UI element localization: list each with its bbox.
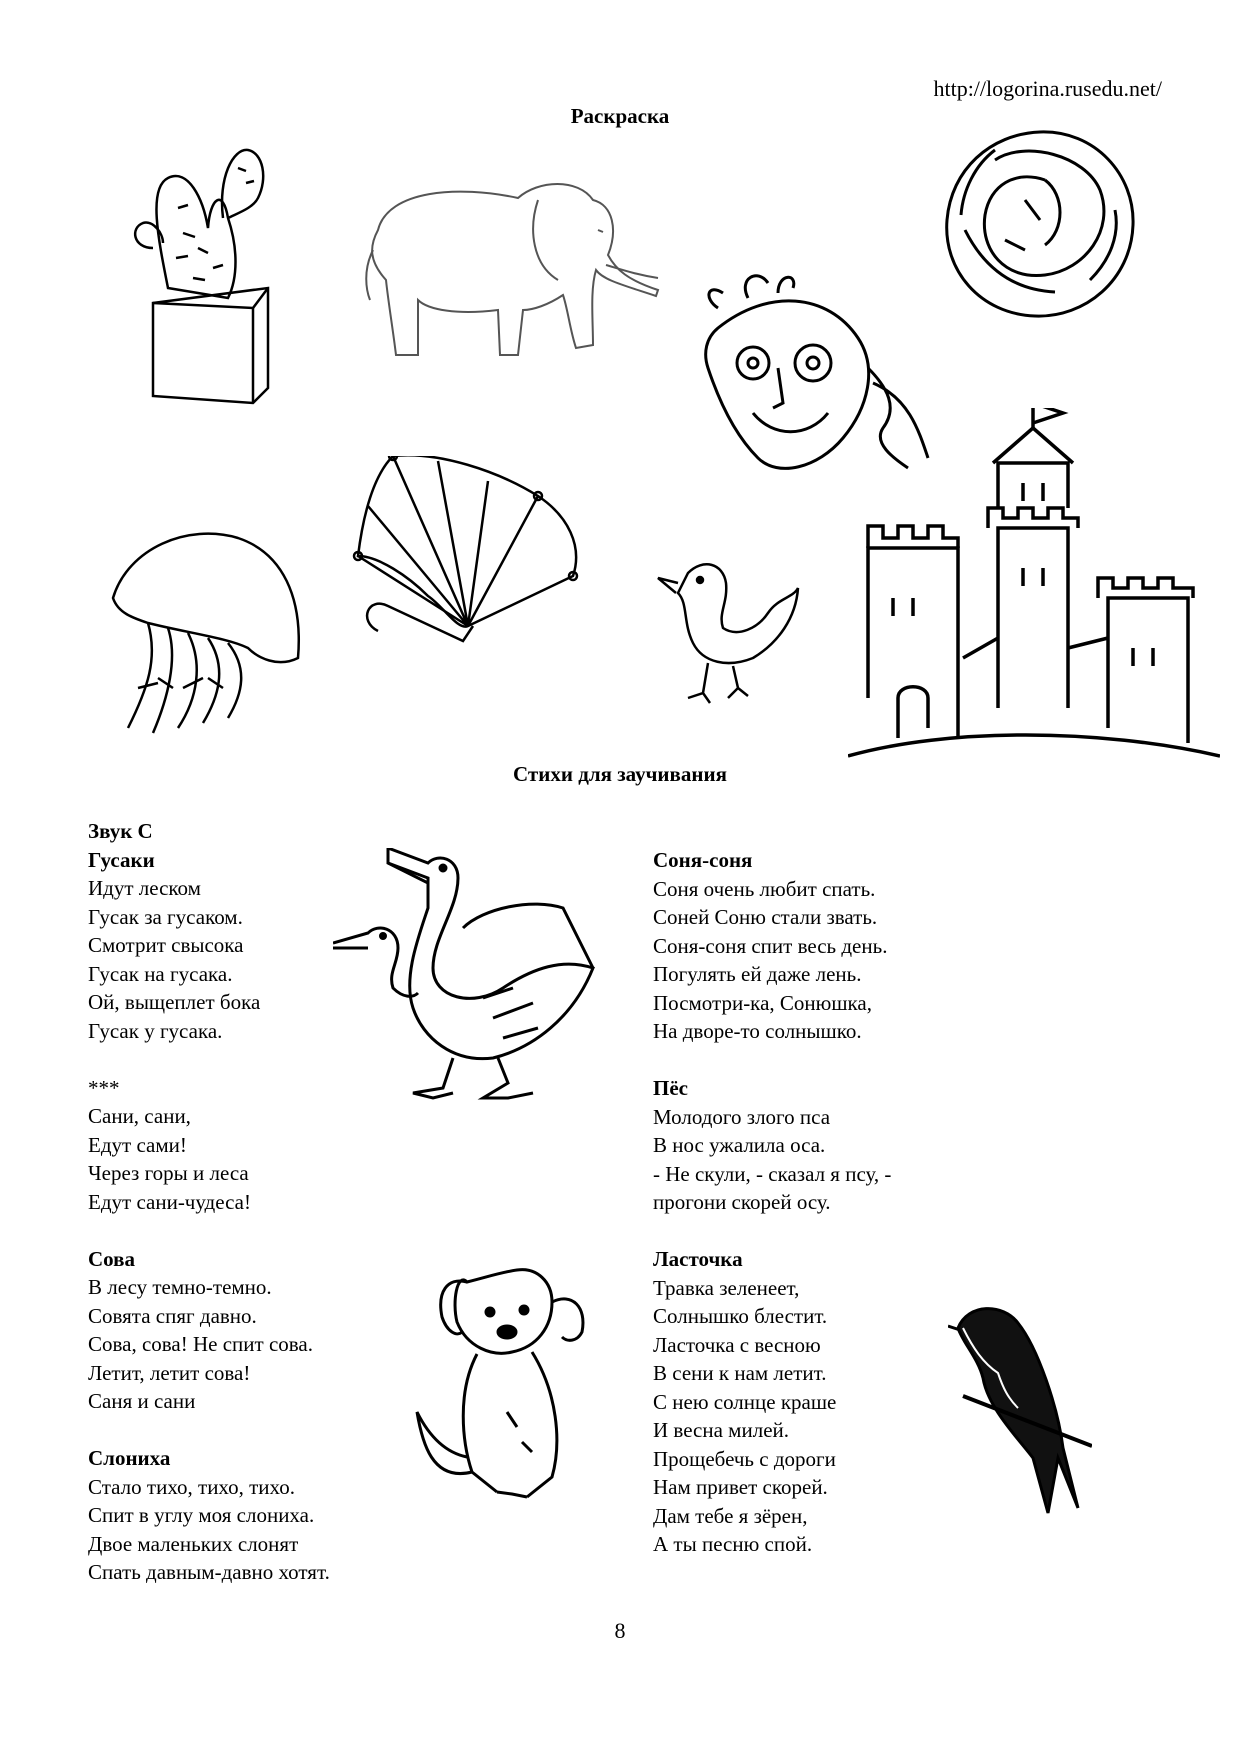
poem-title-pyos: Пёс: [653, 1076, 688, 1100]
poem-line: Солнышко блестит.: [653, 1304, 828, 1328]
poem-line: Гусак на гусака.: [88, 961, 233, 986]
poem-line: Смотрит свысока: [88, 933, 244, 957]
dog-icon: [412, 1262, 612, 1505]
poem-line: Идут леском: [88, 876, 201, 900]
jellyfish-icon: [108, 528, 306, 738]
poem-column-left: [88, 817, 330, 1587]
sound-label: Звук С: [88, 819, 153, 843]
poem-line: Дам тебе я зёрен,: [653, 1503, 808, 1528]
poem-line: Саня и сани: [88, 1389, 196, 1413]
poem-title-sonya: Соня-соня: [653, 848, 753, 872]
poem-line: Ласточка с весною: [653, 1332, 821, 1357]
poem-line: Погулять ей даже лень.: [653, 962, 862, 986]
poem-line: В лесу темно-темно.: [88, 1275, 272, 1299]
coloring-title: Раскраска: [570, 104, 670, 128]
poem-line: прогони скорей осу.: [653, 1190, 831, 1214]
cactus-icon: [128, 138, 298, 406]
castle-icon: [848, 408, 1220, 763]
swallow-icon: [948, 1298, 1092, 1522]
poem-line: Нам привет скорей.: [653, 1475, 828, 1499]
poem-line: Совята спяг давно.: [88, 1303, 257, 1328]
poem-title-gusaki: Гусаки: [88, 847, 155, 872]
page-number: 8: [614, 1618, 626, 1643]
poem-line: С нею солнце краше: [653, 1389, 837, 1414]
poem-title-slonikha: Слониха: [88, 1446, 171, 1470]
poem-line: В нос ужалила оса.: [653, 1133, 826, 1157]
chick-icon: [648, 558, 800, 706]
poem-line: - Не скули, - сказал я псу, -: [653, 1161, 892, 1186]
poem-line: Спать давным-давно хотят.: [88, 1560, 330, 1584]
poem-line: Гусак у гусака.: [88, 1018, 223, 1043]
poem-line: Летит, летит сова!: [88, 1360, 251, 1385]
poem-line: Соня-соня спит весь день.: [653, 933, 888, 958]
poem-line: И весна милей.: [653, 1418, 789, 1442]
umbrella-icon: [348, 456, 588, 656]
elephant-icon: [358, 170, 678, 395]
poem-line: В сени к нам летит.: [653, 1361, 827, 1385]
geese-icon: [333, 848, 625, 1133]
poem-column-right: [653, 846, 891, 1559]
poem-title-stars: ***: [88, 1075, 120, 1100]
poem-line: Травка зеленеет,: [653, 1275, 800, 1300]
poem-title-sova: Сова: [88, 1246, 135, 1271]
poem-line: Спит в углу моя слониха.: [88, 1503, 315, 1527]
poem-line: Едут сани-чудеса!: [88, 1189, 251, 1214]
poem-line: Ой, выщеплет бока: [88, 990, 261, 1014]
source-url[interactable]: http://logorina.rusedu.net/: [933, 76, 1162, 101]
poem-line: Через горы и леса: [88, 1161, 249, 1185]
poem-line: Двое маленьких слонят: [88, 1531, 299, 1556]
poem-line: Сова, сова! Не спит сова.: [88, 1332, 313, 1356]
poems-section-title: Стихи для заучивания: [513, 762, 727, 786]
poem-line: Гусак за гусаком.: [88, 904, 243, 929]
poem-line: Стало тихо, тихо, тихо.: [88, 1474, 295, 1499]
poem-line: А ты песню спой.: [653, 1532, 813, 1556]
poem-line: Соней Соню стали звать.: [653, 905, 878, 929]
poem-line: Соня очень любит спать.: [653, 876, 876, 901]
poem-line: Молодого злого пса: [653, 1104, 831, 1129]
poem-line: Едут сами!: [88, 1132, 187, 1157]
poem-line: Сани, сани,: [88, 1104, 191, 1128]
poem-title-lastochka: Ласточка: [653, 1247, 743, 1271]
poem-line: Прощебечь с дороги: [653, 1446, 836, 1471]
poem-line: Посмотри-ка, Сонюшка,: [653, 990, 872, 1015]
cabbage-icon: [935, 120, 1145, 330]
poem-line: На дворе-то солнышко.: [653, 1019, 862, 1043]
